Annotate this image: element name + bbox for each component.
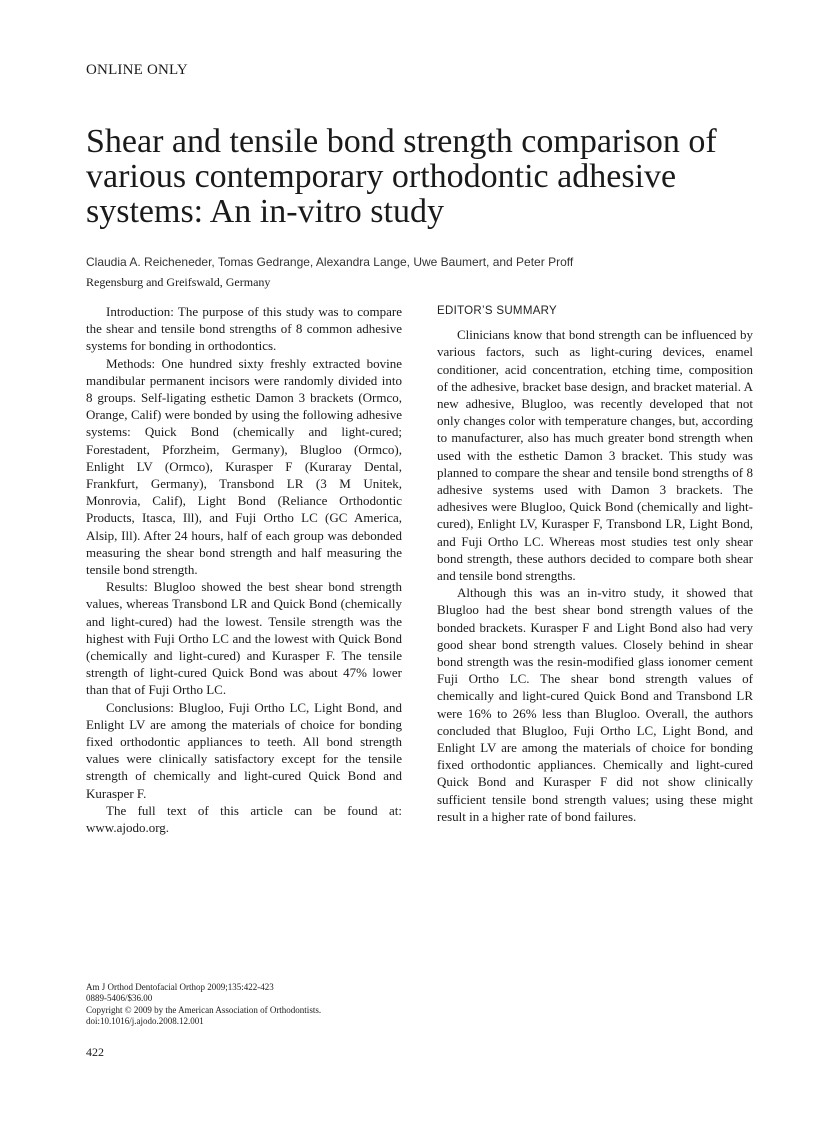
affiliation: Regensburg and Greifswald, Germany bbox=[86, 275, 271, 289]
issn: 0889-5406/$36.00 bbox=[86, 993, 153, 1004]
abstract-column bbox=[86, 303, 402, 836]
editors-summary-heading: EDITOR’S SUMMARY bbox=[437, 305, 558, 317]
abstract-results: Results: Blugloo showed the best shear bond strength values, whereas Transbond LR and Quick Bond (chemically and light-cured) had the lowest. Tensile strength was the highest with Fuji Ortho LC and the lowest with Quick Bond (chemically and light-cured) and Kurasper F. The tensile strength of light-cured Quick Bond was about 47% lower than that of Fuji Ortho LC. bbox=[86, 579, 402, 698]
journal-citation: Am J Orthod Dentofacial Orthop 2009;135:422-423 bbox=[86, 982, 274, 992]
fulltext-link[interactable]: The full text of this article can be found at: www.ajodo.org. bbox=[86, 802, 402, 836]
title-line: systems: An in-vitro study bbox=[86, 193, 444, 230]
citation-footer bbox=[86, 982, 321, 1027]
copyright: Copyright © 2009 by the American Association of Orthodontists. bbox=[86, 1004, 322, 1015]
doi: doi:10.1016/j.ajodo.2008.12.001 bbox=[86, 1015, 204, 1026]
abstract-conclusions: Conclusions: Blugloo, Fuji Ortho LC, Light Bond, and Enlight LV are among the materials of choice for bonding fixed orthodontic appliances to teeth. All bond strength values were clinically satisfactory except for the tensile strength of chemically and light-cured Quick Bond and Kurasper F. bbox=[86, 699, 402, 801]
article-title bbox=[86, 124, 766, 229]
abstract-methods: Methods: One hundred sixty freshly extracted bovine mandibular permanent incisors were randomly divided into 8 groups. Self-ligating esthetic Damon 3 brackets (Ormco, Orange, Calif) were bonded by using the following adhesive systems: Quick Bond (chemically and light-cured; Forestadent, Pforzheim, Germany), Blugloo (Ormco), Enlight LV (Ormco), Kurasper F (Kuraray Dental, Frankfurt, Germany), Transbond LR (3 M Unitek, Monrovia, Calif), Light Bond (Reliance Orthodontic Products, Itasca, Ill), and Fuji Ortho LC (GC America, Alsip, Ill). After 24 hours, half of each group was debonded measuring the shear bond strength and half measuring the tensile bond strength. bbox=[86, 355, 402, 578]
title-line: various contemporary orthodontic adhesive bbox=[86, 158, 677, 195]
abstract-introduction: Introduction: The purpose of this study was to compare the shear and tensile bond strengths of 8 common adhesive systems for bonding in orthodontics. bbox=[86, 304, 402, 354]
author-list: Claudia A. Reicheneder, Tomas Gedrange, Alexandra Lange, Uwe Baumert, and Peter Proff bbox=[86, 255, 574, 269]
section-label: ONLINE ONLY bbox=[86, 62, 188, 78]
title-line: Shear and tensile bond strength comparison of bbox=[86, 123, 717, 160]
editors-summary-paragraph: Clinicians know that bond strength can be influenced by various factors, such as light-curing devices, enamel conditioner, acid concentration, etching time, composition of the adhesive, bracket base design, and bracket material. A new adhesive, Blugloo, was recently developed that not only changes color with temperature changes, but, according to manufacturer, also has much greater bond strength when used with the esthetic Damon 3 bracket. This study was planned to compare the shear and tensile bond strengths of 8 adhesive systems used with Damon 3 brackets. The adhesives were Blugloo, Quick Bond (chemically and light-cured), Enlight LV, Kurasper F, Transbond LR, Light Bond, and Fuji Ortho LC. Whereas most studies test only shear bond strength, these authors decided to compare both shear and tensile bond strengths. bbox=[437, 327, 753, 584]
page-number: 422 bbox=[86, 1045, 104, 1059]
editors-summary-paragraph: Although this was an in-vitro study, it showed that Blugloo had the best shear bond strength values of the bonded brackets. Kurasper F and Light Bond also had very good shear bond strength values. Closely behind in shear bond strength was the resin-modified glass ionomer cement Fuji Ortho LC. The shear bond strength values of chemically and light-cured Quick Bond and Transbond LR were 16% to 26% less than Blugloo. Overall, the authors concluded that Blugloo, Fuji Ortho LC, Light Bond, and Enlight LV are among the materials of choice for bonding fixed orthodontic appliances. Chemically and light-cured Quick Bond and Kurasper F did not show clinically sufficient tensile bond strength values; using these might result in a higher rate of bond failures. bbox=[437, 585, 753, 824]
editors-summary-column bbox=[437, 303, 753, 825]
